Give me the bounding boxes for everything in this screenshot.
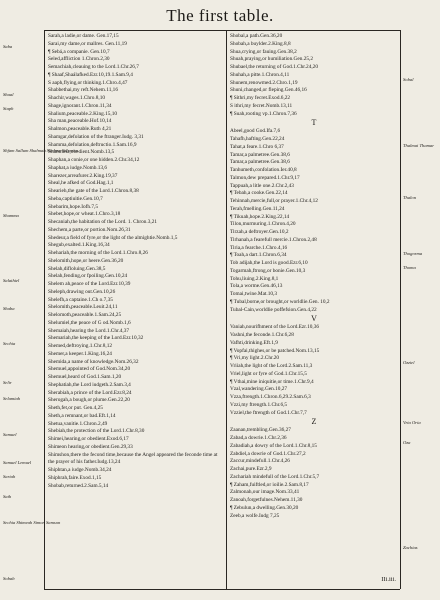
glossary-entry: Sarai,my dame,or mallres. Gen.11,19 <box>48 40 127 47</box>
glossary-entry: Tamar,a palmetree.Gen.38,6 <box>230 159 290 166</box>
glossary-entry: Sheleph,drawing out.Gen.10,26 <box>48 288 116 295</box>
glossary-entry: ¶ Tikuah,hope.2.King.22,14 <box>230 213 290 220</box>
section-letter: T <box>311 118 317 128</box>
glossary-entry: Sarah,a ladie,or dame. Gen.17,15 <box>48 33 119 39</box>
glossary-entry: Tehinnah,mercie,full,or prayer.1.Chr.4,12 <box>230 198 318 204</box>
margin-note: Sechia <box>3 341 16 346</box>
margin-note: Shaba <box>3 306 15 311</box>
glossary-entry: Sherabiah,a prince of the Lord.Ezr.8,24 <box>48 389 132 396</box>
glossary-entry: Semachiah,cleauing to the Lord.1.Chr.26,7 <box>48 64 139 70</box>
glossary-entry: Sharezer,arreafurer.2.King.19,37 <box>48 172 118 179</box>
margin-note: Selir <box>3 380 12 385</box>
margin-note: Sobal <box>403 77 414 82</box>
glossary-entry: Tomai,twine.Mat.10,3 <box>230 291 277 297</box>
margin-note: Samuel <box>3 432 17 437</box>
glossary-entry: Shephatiah,the Lord iudgeth.2.Sam.3,4 <box>48 381 131 388</box>
glossary-entry: Togarmah,ftrong,or bonie.Gen.10,3 <box>230 267 306 274</box>
glossary-entry: ¶ Vri,my light.2.Chr.20 <box>230 355 280 362</box>
margin-note: Oza <box>403 440 411 445</box>
glossary-entry: Vzal,wandering.Gen.10,27 <box>230 386 288 393</box>
glossary-entry: Shelomith,peaceable.Leuit.24,11 <box>48 304 118 311</box>
glossary-entry: Shage,ignorant.1.Chron.11,34 <box>48 102 112 109</box>
glossary-entry: Shebet,hope,or wheat.1.Chro.3,18 <box>48 211 121 218</box>
glossary-entry: Sheth,fet,or put. Gen.4,25 <box>48 405 103 411</box>
glossary-entry: Shuhah,a pitte.1.Chron.4,11 <box>230 71 290 78</box>
margin-note: Selamiah <box>3 396 21 401</box>
margin-note: Thalmai Thamar <box>403 143 435 148</box>
glossary-entry: Shegub,exalted.1.King.16,34 <box>48 242 110 249</box>
glossary-entry: Shimeon hearing,or obedient.Gen.29,33 <box>48 443 133 450</box>
glossary-entry: Shamma,defolation,deftructio.1.Sam.16,9 <box>48 141 137 148</box>
margin-note: Shfam Sallum Shalmah Shalma Salomon <box>3 148 78 153</box>
glossary-entry: Vriiah,the light of the Lord.2.Sam.11,3 <box>230 363 313 369</box>
glossary-entry: Seled,affliction 1.Chron.2,30 <box>48 56 110 63</box>
glossary-entry: Tirhanah,a fearefull mercie.1.Chron.2,48 <box>230 236 317 243</box>
glossary-entry: Shobal,a path.Gen.36,20 <box>230 33 283 39</box>
glossary-entry: Tohu,liuing.2.King.8,1 <box>230 275 279 282</box>
margin-note: Sobab <box>3 576 15 581</box>
right-column <box>230 33 398 520</box>
glossary-entry: Shiphtan,a iudge.Nomb.34,24 <box>48 467 112 473</box>
glossary-entry: Shelah,difloluing.Gen.38,5 <box>48 265 106 272</box>
glossary-entry: Shaphan,a conie,or one hidden.2.Chr.34,12 <box>48 157 140 163</box>
margin-note: Staph <box>3 106 14 111</box>
glossary-entry: ¶ Vthai,mine iniquitie,or time.1.Chr.9,4 <box>230 378 314 385</box>
glossary-entry: Vriel,light or fyre of God.1.Chr.15,5 <box>230 370 307 377</box>
glossary-entry: Shalmon,peaceable.Ruth 4,21 <box>48 126 112 132</box>
glossary-entry: Vzzi,my ftrength.1.Chr.6,5 <box>230 401 288 408</box>
margin-note: Vria Oria <box>403 420 421 425</box>
glossary-entry: Sheba,captiuitie.Gen.10,7 <box>48 195 103 202</box>
glossary-entry: Shamgar,defolation of the ftranger.Iudg. 3,31 <box>48 133 144 140</box>
left-column <box>48 33 224 490</box>
glossary-entry: Vzziel,the ftrength of God.1.Chr.7,7 <box>230 409 307 416</box>
glossary-entry: ¶ Tubal,borne,or brought,or worldlie.Gen. 10,2 <box>230 298 330 305</box>
glossary-entry: Abeel,good God.Ifa.7,6 <box>230 128 281 135</box>
glossary-entry: Shearieh,the gate of the Lord.1.Chron.8,38 <box>48 188 139 194</box>
glossary-entry: Zabdiel,a dowrie of God.1.Chr.27,2 <box>230 450 306 457</box>
glossary-entry: Tahat,a feare.1.Chro 6,37 <box>230 143 284 150</box>
glossary-entry: Shammiia,obedient.Nomb.13,5 <box>48 149 115 156</box>
glossary-entry: S aaph,flying,or thinking.1.Chro.4,47 <box>48 79 128 86</box>
glossary-entry: Zalmonah,our image.Nom.33,41 <box>230 489 300 496</box>
glossary-entry: Shachir,wages.1.Chro.8,10 <box>48 95 106 101</box>
glossary-entry: Shelah,fending,or fpoiling.Gen.10,24 <box>48 273 128 280</box>
glossary-entry: Shechem,a parte,or portion.Nom.26,31 <box>48 226 131 233</box>
section-letter: V <box>311 314 317 324</box>
glossary-entry: Sheal,he afked of God.Hag.1,1 <box>48 180 114 187</box>
margin-note: Salathiel <box>3 278 20 283</box>
glossary-entry: Zachai,pure.Ezr.2,9 <box>230 466 272 472</box>
margin-note: Shamma <box>3 213 19 218</box>
glossary-entry: ¶ Toah,a dart.1.Chron.6,34 <box>230 252 287 259</box>
margin-note: Ozziel <box>403 360 415 365</box>
glossary-entry: Sha man,peaceable.Hof.10,14 <box>48 118 112 125</box>
glossary-entry: Tahafh,hafting.Gen.22,24 <box>230 136 285 142</box>
margin-note: Samuel Lemuel <box>3 460 32 465</box>
glossary-entry: Shunem,renowmed.2.Chro.1,19 <box>230 79 298 86</box>
glossary-entry: ¶ Sebá,a companie. Gen.10,7 <box>48 48 110 55</box>
glossary-entry: Shuah,praying,or humiliation.Gen.25,2 <box>230 56 313 63</box>
glossary-entry: Tappuah,a litle one.2.Chr.2,43 <box>230 182 294 189</box>
glossary-entry: Tanhumeth,confolation.Ier.40,8 <box>230 167 297 173</box>
margin-note: Sath <box>3 494 12 499</box>
glossary-entry: Shedeur,a field of fyre,or the light of the almightie.Nomb.1,5 <box>48 234 178 241</box>
glossary-entry: Shuni,changed,or fleping.Gen.46,16 <box>230 87 307 94</box>
glossary-entry: Zachariah mindefull of the Lord.1.Chr.5,7 <box>230 473 320 480</box>
glossary-entry: Shelomith,hope,or heere.Gen.36,20 <box>48 257 124 264</box>
page-title: The first table. <box>166 6 274 25</box>
glossary-entry: Shubael,the returning of God.1.Chr.24,20 <box>230 64 318 70</box>
glossary-entry: ¶ Sithri,my fecret.Exod.6,22 <box>230 95 291 101</box>
middle-column-rule <box>226 30 227 589</box>
glossary-entry: Vzza,ftrength.1.Chron.6,29.2.Sam.6,3 <box>230 394 311 400</box>
glossary-entry: Zabad,a dowrie.1.Chr.2,36 <box>230 435 287 441</box>
glossary-entry: Tamar,a palmetree.Gen.38,6 <box>230 151 290 158</box>
bottom-rule <box>44 589 400 590</box>
glossary-entry: Tiria,a fearche.1.Chro.4,16 <box>230 244 288 251</box>
glossary-entry: Terah,fmelling.Gen.11,24 <box>230 205 285 212</box>
top-rule <box>44 30 400 31</box>
glossary-entry: Sheth,a remnant,or bad.Eft.1,14 <box>48 412 116 419</box>
catchword: IIi.iii. <box>381 576 396 583</box>
glossary-entry: Tilon,murmuring.1.Chron.4,20 <box>230 221 296 228</box>
glossary-entry: Shiphrah,faire.Exod.1,15 <box>48 474 102 481</box>
glossary-entry: Shehariah,the morning of the Lord.1.Chro.8,26 <box>48 250 148 256</box>
glossary-entry: Shimshon,there the fecond time,because the Angel appeared the feconde time at the prayer of his father.Iudg.13,24 <box>48 451 218 466</box>
margin-note: Thoma <box>403 265 416 270</box>
glossary-entry: Shelumiel,the peace of G od.Nomb.1,6 <box>48 319 131 326</box>
margin-note: Zachias <box>403 545 418 550</box>
glossary-entry: Shemer,a keeper.1.King.16,24 <box>48 350 112 357</box>
glossary-entry: Shelem ah,peace of the Lord.Ezr.10,39 <box>48 281 131 287</box>
glossary-entry: Shimei,hearing,or obedient.Exod.6,17 <box>48 436 129 442</box>
margin-note: Sariah <box>3 474 16 479</box>
glossary-entry: Vashni,the feconde.1.Chr.6,28 <box>230 332 294 338</box>
glossary-entry: Zaccur,mindefull.1.Chr.4,26 <box>230 458 290 465</box>
right-column-rule <box>400 30 401 589</box>
glossary-entry: Shaphat,a iudge.Nomb.13,6 <box>48 164 107 171</box>
glossary-entry: Talmon,dew prepared.1.Chr.9,17 <box>230 174 300 181</box>
glossary-entry: Shobah,a buylder.2.King.8,8 <box>230 40 291 47</box>
glossary-entry: Vaniah,nourifhment of the Lord.Ezr.10,36 <box>230 324 319 331</box>
glossary-entry: Tirzah,a deftroyer.Gen.10,2 <box>230 229 289 235</box>
glossary-entry: Tubal-Cain,worldlie poffefsion.Gen.4,22 <box>230 306 317 313</box>
glossary-entry: ¶ Tebah,a cooke.Gen.22,14 <box>230 190 288 197</box>
glossary-entry: ¶ Vopfai,thighes,or be patched.Nom.13,15 <box>230 347 320 354</box>
margin-note: Saba <box>3 44 13 49</box>
glossary-entry: Shemuel,appointed of God.Nom.34,20 <box>48 366 131 373</box>
glossary-entry: Shobab,returned.2.Sam.5,14 <box>48 482 109 489</box>
glossary-entry: Zeeb,a wolfe.Iudg 7,25 <box>230 512 280 519</box>
glossary-entry: S ithri,my fecret.Nomb.13,11 <box>230 102 293 109</box>
glossary-entry: ¶ Zaham,fuiftled,or ioilie.2.Sam.8,17 <box>230 481 309 488</box>
glossary-entry: Shecaniah,the habitation of the Lord. 1. Chron.3,21 <box>48 219 158 225</box>
glossary-entry: Shabbethai,my reft.Nehem.11,16 <box>48 87 118 94</box>
left-column-rule <box>44 30 45 589</box>
glossary-entry: Zaanan,trembling.Gen.36,27 <box>230 427 291 434</box>
glossary-entry: Shemariah,the keeping of the Lord.Ezr.10,32 <box>48 335 144 342</box>
glossary-entry: Shelomoth,peaceable.1.Sam.24,25 <box>48 312 122 318</box>
glossary-entry: Vafhti,drinking.Eft.1,9 <box>230 339 278 346</box>
glossary-entry: Shalium,peaceable.2.King.15,10 <box>48 110 117 117</box>
glossary-entry: Tob adijah,the Lord is good.Ezr.6,10 <box>230 260 308 266</box>
glossary-entry: Zabadiah,a dowry of the Lord.1.Chr.8,15 <box>230 442 317 449</box>
glossary-entry: ¶ Shaaf,Shaálafked.Ezr.10,19.1.Sam.9,4 <box>48 71 133 78</box>
glossary-entry: Shetua,vanitie.1.Chron.2,49 <box>48 420 108 427</box>
margin-note: Thogorma <box>403 251 423 256</box>
glossary-entry: Shemed,deftroying.1.Chr.8,12 <box>48 343 112 349</box>
glossary-entry: Shemaiah,hearing the Lord.1.Chr.4,37 <box>48 327 130 334</box>
margin-note: Sechia Shimeah Simon Samson <box>3 520 61 525</box>
glossary-entry: Tola,a worme.Gen.46,13 <box>230 283 283 290</box>
glossary-entry: Sherogah,a bough,or plume.Gen.22,20 <box>48 397 130 404</box>
margin-note: Shaal <box>3 92 14 97</box>
glossary-entry: Shebiah,the protection of the Lord.1.Chr.8,30 <box>48 428 145 435</box>
section-letter: Z <box>311 417 317 427</box>
glossary-entry: ¶ Suah,rooting vp.1.Chron.7,36 <box>230 110 297 117</box>
glossary-entry: Zanoah,forgetfulnes.Nehem.11,30 <box>230 497 303 503</box>
glossary-entry: Shemuel,heard of God.1.Sam.1,20 <box>48 374 122 380</box>
glossary-entry: Shemida,a name of knowledge.Nom.26,32 <box>48 358 139 365</box>
glossary-entry: ¶ Zebulun,a dwelling.Gen.30,20 <box>230 504 299 511</box>
glossary-entry: Shua,crying,or fauing.Gen.38,2 <box>230 48 297 55</box>
glossary-entry: Shebarim,hope.Iofh.7,5 <box>48 203 99 210</box>
margin-note: Thalon <box>403 195 417 200</box>
glossary-entry: Shelefh,a captaine.1.Ch o.7,35 <box>48 296 113 303</box>
